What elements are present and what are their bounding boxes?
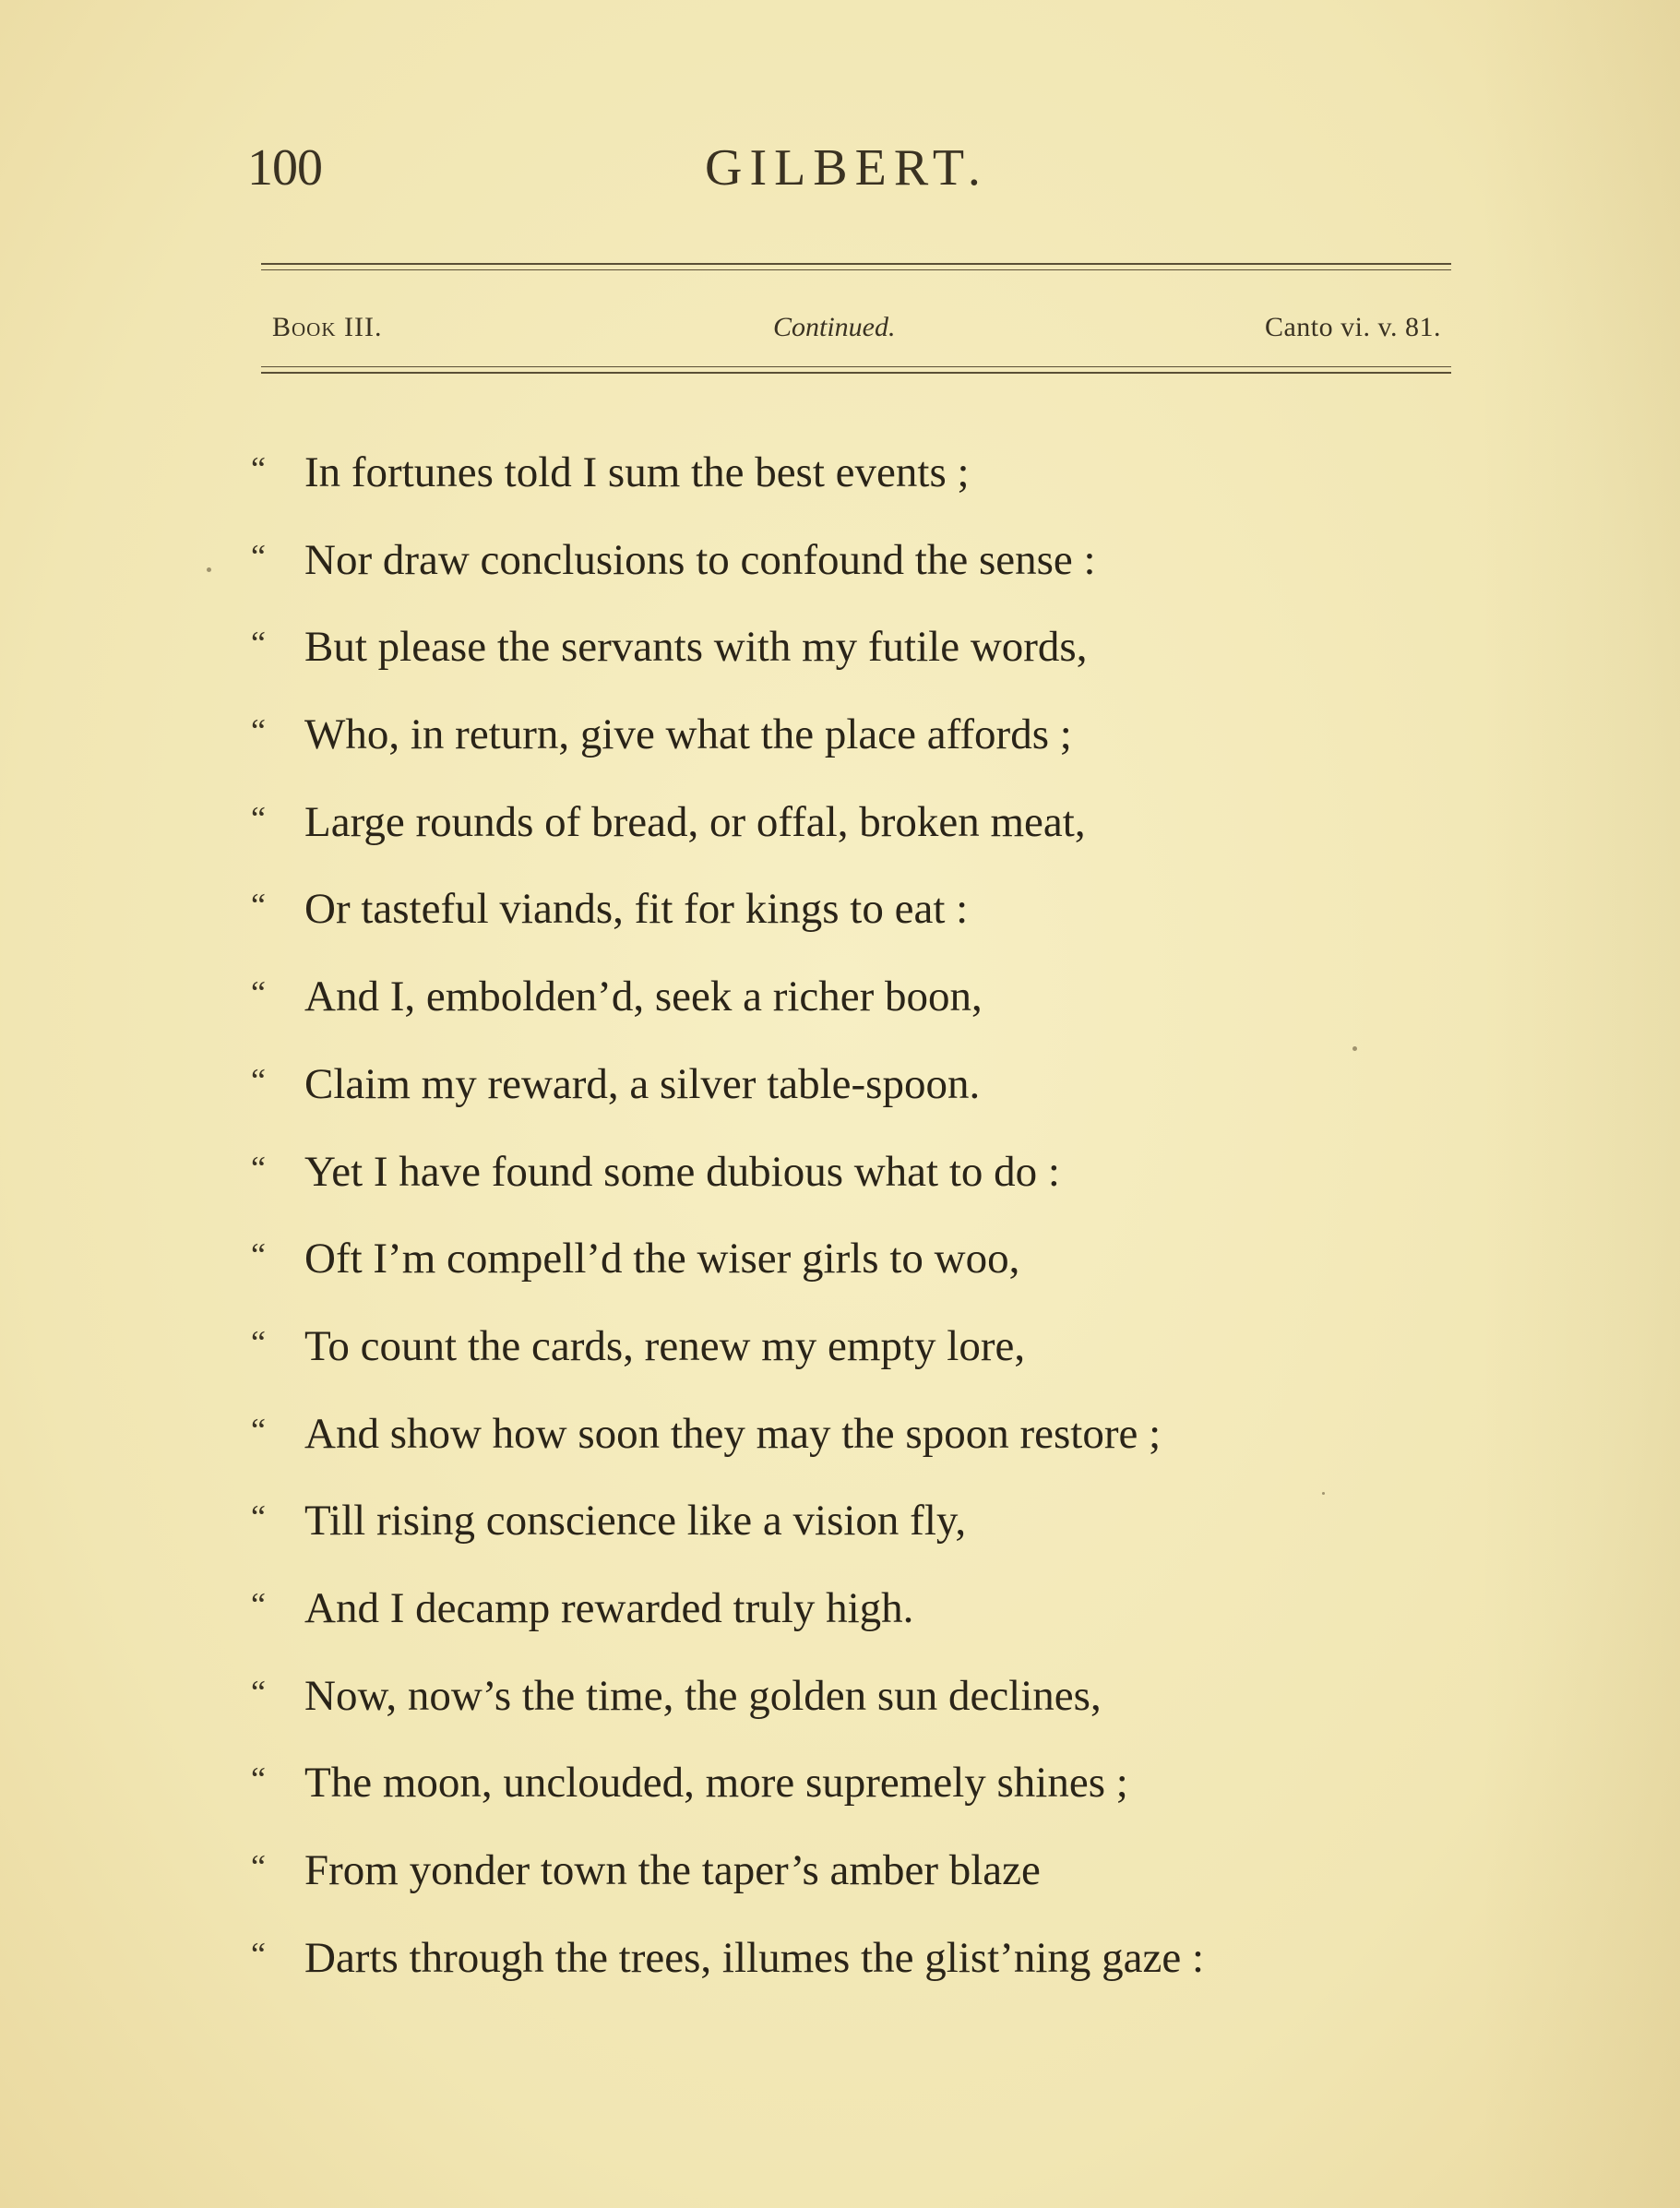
quote-mark: “ <box>251 1585 266 1623</box>
verse-line <box>251 707 1450 794</box>
quote-mark: “ <box>251 1673 266 1711</box>
verse-line <box>251 1319 1450 1406</box>
verse-line <box>251 1668 1450 1756</box>
verse-line <box>251 445 1450 532</box>
verse-text: Who, in return, give what the place affords ; <box>304 710 1072 759</box>
book-label: Book III. <box>272 312 383 342</box>
quote-mark: “ <box>251 1236 266 1274</box>
verse-line <box>251 619 1450 707</box>
verse-text: Darts through the trees, illumes the glist’ning gaze : <box>304 1933 1205 1982</box>
verse-line <box>251 1581 1450 1668</box>
verse-line <box>251 1231 1450 1319</box>
verse-text: The moon, unclouded, more supremely shines ; <box>304 1759 1128 1808</box>
rule-line <box>261 366 1451 367</box>
rule-line <box>261 263 1451 265</box>
verse-text: And I, embolden’d, seek a richer boon, <box>304 973 983 1021</box>
top-double-rule <box>261 263 1451 275</box>
verse-text: Claim my reward, a silver table-spoon. <box>304 1059 981 1108</box>
quote-mark: “ <box>251 887 266 925</box>
quote-mark: “ <box>251 799 266 837</box>
quote-mark: “ <box>251 450 266 487</box>
quote-mark: “ <box>251 712 266 750</box>
verse-text: Large rounds of bread, or offal, broken meat, <box>304 797 1086 846</box>
verse-line <box>251 1755 1450 1843</box>
section-heading <box>272 312 1448 349</box>
verse-text: Now, now’s the time, the golden sun declines, <box>304 1671 1102 1720</box>
quote-mark: “ <box>251 1848 266 1885</box>
paper-speck <box>1352 1046 1357 1051</box>
running-title: GILBERT. <box>705 139 988 197</box>
bottom-double-rule <box>261 366 1451 378</box>
canto-label: Canto vi. v. 81. <box>1264 312 1441 342</box>
quote-mark: “ <box>251 974 266 1012</box>
quote-mark: “ <box>251 1760 266 1798</box>
verse-text: Oft I’m compell’d the wiser girls to woo, <box>304 1235 1020 1283</box>
verse-text: Or tasteful viands, fit for kings to eat : <box>304 885 969 934</box>
verse-line <box>251 532 1450 620</box>
verse-text: Till rising conscience like a vision fly, <box>304 1497 967 1546</box>
verse-line <box>251 1144 1450 1232</box>
verse-line <box>251 881 1450 969</box>
verse-line <box>251 1930 1450 2018</box>
rule-line <box>261 372 1451 374</box>
quote-mark: “ <box>251 1411 266 1449</box>
quote-mark: “ <box>251 537 266 575</box>
quote-mark: “ <box>251 1149 266 1187</box>
verse-text: But please the servants with my futile words, <box>304 623 1088 672</box>
verse-line <box>251 1843 1450 1930</box>
verse-text: In fortunes told I sum the best events ; <box>304 448 970 496</box>
verse-line <box>251 794 1450 882</box>
running-head <box>247 138 1447 212</box>
quote-mark: “ <box>251 1935 266 1973</box>
quote-mark: “ <box>251 1323 266 1361</box>
verse-text: And I decamp rewarded truly high. <box>304 1583 914 1632</box>
verse-line <box>251 1056 1450 1144</box>
rule-line <box>261 269 1451 270</box>
page-number: 100 <box>247 139 322 197</box>
verse-text: And show how soon they may the spoon restore ; <box>304 1409 1162 1458</box>
quote-mark: “ <box>251 1061 266 1099</box>
verse-line <box>251 1406 1450 1494</box>
verse-text: Nor draw conclusions to confound the sense : <box>304 535 1096 584</box>
verse-text: From yonder town the taper’s amber blaze <box>304 1846 1041 1894</box>
verse-line <box>251 969 1450 1056</box>
paper-speck <box>207 567 211 572</box>
verse-line <box>251 1493 1450 1581</box>
verse-block <box>251 445 1450 2017</box>
continued-label: Continued. <box>773 312 896 342</box>
paper-speck <box>1322 1492 1325 1495</box>
quote-mark: “ <box>251 625 266 662</box>
verse-text: To count the cards, renew my empty lore, <box>304 1321 1026 1370</box>
verse-text: Yet I have found some dubious what to do : <box>304 1147 1060 1196</box>
quote-mark: “ <box>251 1498 266 1536</box>
